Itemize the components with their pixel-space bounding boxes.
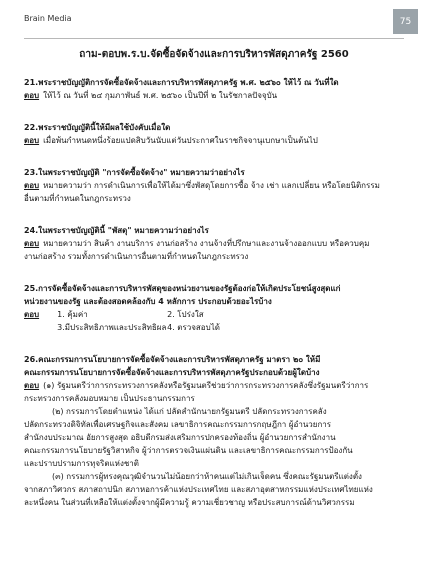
question-26 <box>24 353 406 509</box>
answer-text-cont: จากสภาวิศวกร สภาสถาปนิก สภาหอการค้าแห่งประเทศไทย และสภาอุตสาหกรรมแห่งประเทศไทยแห่ง <box>24 485 373 494</box>
question-text: 21.พระราชบัญญัติการจัดซื้อจัดจ้างและการบริหารพัสดุภาครัฐ พ.ศ. ๒๕๖๐ ให้ไว้ ณ วันที่ใด <box>24 78 339 87</box>
answer-text-cont: ปลัดกระทรวงดิจิทัลเพื่อเศรษฐกิจและสังคม เลขาธิการคณะกรรมการกฤษฎีกา ผู้อำนวยการ <box>24 420 332 429</box>
answer-label: ตอบ <box>24 381 40 390</box>
answer-label: ตอบ <box>24 181 40 190</box>
answer-text-cont: งานก่อสร้าง รวมทั้งการดำเนินการอื่นตามที่กำหนดในกฎกระทรวง <box>24 252 249 261</box>
question-text-cont: คณะกรรมการนโยบายการจัดซื้อจัดจ้างและการบริหารพัสดุภาครัฐประกอบด้วยผู้ใดบ้าง <box>24 368 320 377</box>
question-text-cont: หน่วยงานของรัฐ และต้องสอดคล้องกับ 4 หลักการ ประกอบด้วยอะไรบ้าง <box>24 297 272 306</box>
answer-label: ตอบ <box>24 136 40 145</box>
answer-text: ตอบ (๑) รัฐมนตรีว่าการกระทรวงการคลังหรือรัฐมนตรีช่วยว่าการกระทรวงการคลังซึ่งรัฐมนตรีว่าการ <box>24 381 369 390</box>
answer-label: ตอบ <box>24 310 40 319</box>
brand-name: Brain Media <box>24 14 72 23</box>
answer-text: ตอบ หมายความว่า สินค้า งานบริการ งานก่อสร้าง งานจ้างที่ปรึกษาและงานจ้างออกแบบ หรือควบคุม <box>24 239 370 248</box>
answer-text-cont: อื่นตามที่กำหนดในกฎกระทรวง <box>24 194 131 203</box>
question-23 <box>24 166 406 205</box>
answer-text: ตอบ เมื่อพ้นกำหนดหนึ่งร้อยแปดสิบวันนับแต่วันประกาศในราชกิจจานุเบกษาเป็นต้นไป <box>24 136 318 145</box>
question-text: 23.ในพระราชบัญญัติ "การจัดซื้อจัดจ้าง" หมายความว่าอย่างไร <box>24 168 245 177</box>
answer-text-cont: ละหนึ่งคน ในส่วนที่เหลือให้แต่งตั้งจากผู้มีความรู้ ความเชี่ยวชาญ หรือประสบการณ์ด้านวิศวกรรม <box>24 498 355 507</box>
document-body <box>24 76 406 519</box>
page-title: ถาม-ตอบพ.ร.บ.จัดซื้อจัดจ้างและการบริหารพัสดุภาครัฐ 2560 <box>79 49 349 60</box>
answer-text-cont: สำนักงบประมาณ อัยการสูงสุด อธิบดีกรมส่งเสริมการปกครองท้องถิ่น ผู้อำนวยการสำนักงาน <box>24 433 336 442</box>
question-text: 25.การจัดซื้อจัดจ้างและการบริหารพัสดุของหน่วยงานของรัฐต้องก่อให้เกิดประโยชน์สูงสุดแก่ <box>24 284 341 293</box>
page-header <box>0 0 428 40</box>
answer-paragraph-3: (๓) กรรมการผู้ทรงคุณวุฒิจำนวนไม่น้อยกว่าห้าคนแต่ไม่เกินเจ็ดคน ซึ่งคณะรัฐมนตรีแต่งตั้ง <box>52 472 362 481</box>
question-24 <box>24 224 406 263</box>
option-item: 2. โปร่งใส <box>167 310 204 319</box>
question-25 <box>24 282 406 334</box>
option-item: 1. คุ้มค่า <box>57 310 88 319</box>
answer-label: ตอบ <box>24 91 40 100</box>
answer-text-cont: คณะกรรมการนโยบายรัฐวิสาหกิจ ผู้ว่าการตรวจเงินแผ่นดิน และเลขาธิการคณะกรรมการป้องกัน <box>24 446 353 455</box>
answer-label: ตอบ <box>24 239 40 248</box>
question-text: 24.ในพระราชบัญญัตินี้ "พัสดุ" หมายความว่าอย่างไร <box>24 226 209 235</box>
answer-text-cont: และปราบปรามการทุจริตแห่งชาติ <box>24 459 139 468</box>
question-21 <box>24 76 406 102</box>
answer-paragraph-2: (๒) กรรมการโดยตำแหน่ง ได้แก่ ปลัดสำนักนายกรัฐมนตรี ปลัดกระทรวงการคลัง <box>52 407 327 416</box>
option-item: 3.มีประสิทธิภาพและประสิทธิผล <box>57 323 167 332</box>
question-text: 22.พระราชบัญญัตินี้ให้มีผลใช้บังคับเมื่อใด <box>24 123 171 132</box>
answer-text: ตอบ ให้ไว้ ณ วันที่ ๒๔ กุมภาพันธ์ พ.ศ. ๒๕๖๐ เป็นปีที่ ๒ ในรัชกาลปัจจุบัน <box>24 91 278 100</box>
question-22 <box>24 121 406 147</box>
answer-options <box>24 308 406 334</box>
header-divider <box>24 38 404 39</box>
answer-text: ตอบ หมายความว่า การดำเนินการเพื่อให้ได้มาซึ่งพัสดุโดยการซื้อ จ้าง เช่า แลกเปลี่ยน หรือโดยนิติกรรม <box>24 181 380 190</box>
option-item: 4. ตรวจสอบได้ <box>167 323 220 332</box>
answer-text-cont: กระทรวงการคลังมอบหมาย เป็นประธานกรรมการ <box>24 394 195 403</box>
question-text: 26.คณะกรรมการนโยบายการจัดซื้อจัดจ้างและการบริหารพัสดุภาครัฐ มาตรา ๒๐ ให้มี <box>24 355 321 364</box>
page-number-badge: 75 <box>393 9 418 34</box>
